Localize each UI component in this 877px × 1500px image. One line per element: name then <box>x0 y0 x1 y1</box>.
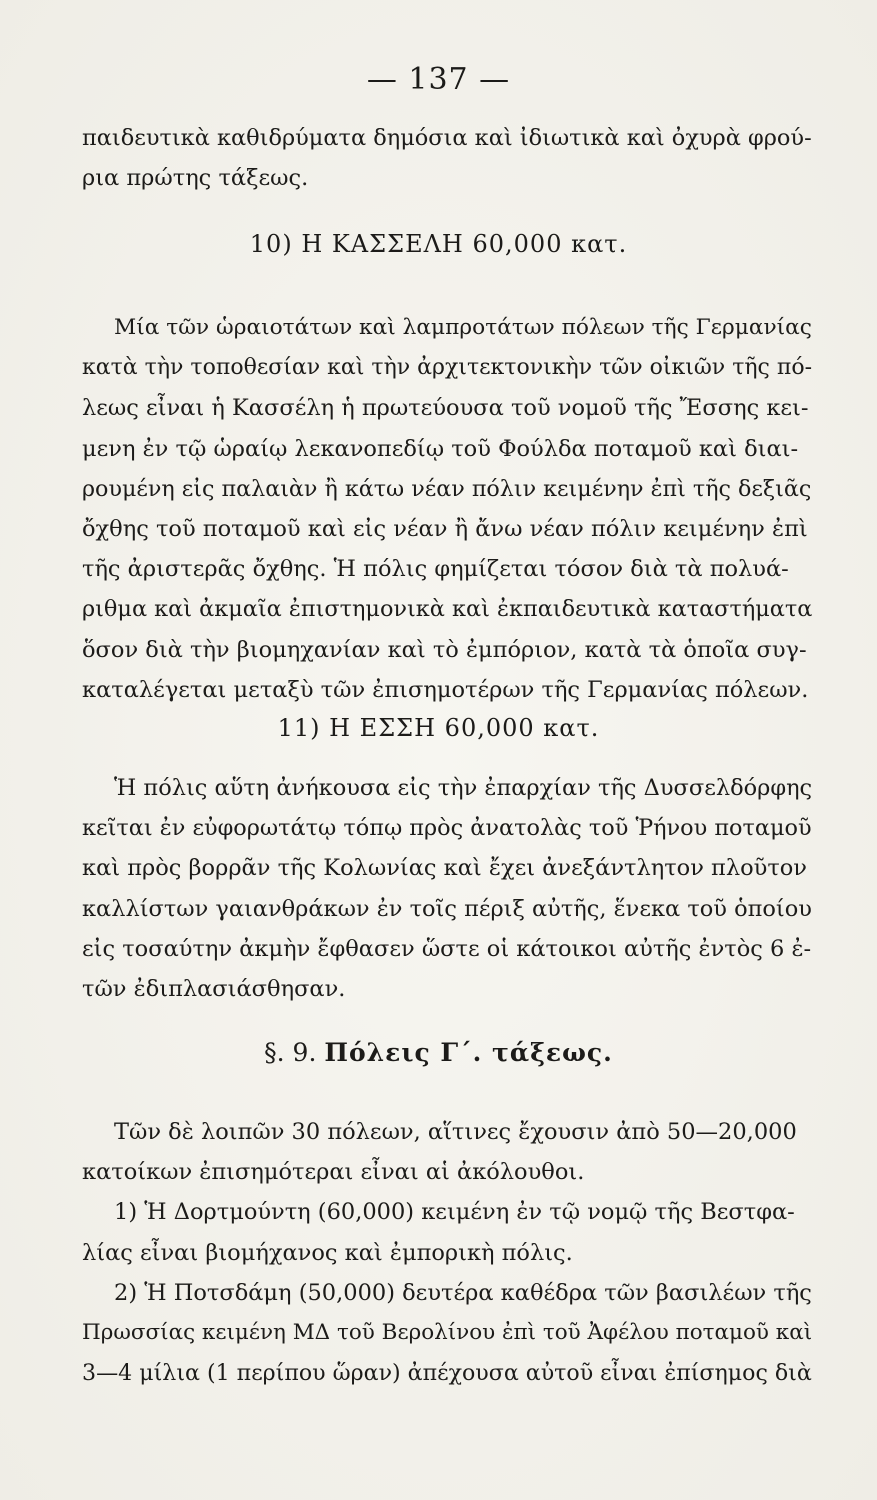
text-line: καλλίστων γαιανθράκων ἐν τοῖς πέριξ αὐτῆς, ἕνεκα τοῦ ὁποίου <box>82 895 812 922</box>
text-line: Μία τῶν ὡραιοτάτων καὶ λαμπροτάτων πόλεων τῆς Γερμανίας <box>114 315 812 340</box>
kassel-paragraph <box>82 308 812 710</box>
text-line: τῶν ἐδιπλασιάσθησαν. <box>82 976 346 1003</box>
text-line: ὄχθης τοῦ ποταμοῦ καὶ εἰς νέαν ἢ ἄνω νέαν πόλιν κειμένην ἐπὶ <box>82 516 808 543</box>
essen-paragraph <box>82 768 812 1009</box>
page-number: — 137 — <box>366 62 511 97</box>
text-line: Πρωσσίας κειμένη ΜΔ τοῦ Βερολίνου ἐπὶ τοῦ Ἀφέλου ποταμοῦ καὶ <box>82 1320 813 1346</box>
text-line: 1) Ἡ Δορτμούντη (60,000) κειμένη ἐν τῷ νομῷ τῆς Βεστφα- <box>114 1199 795 1226</box>
text-line: καταλέγεται μεταξὺ τῶν ἐπισημοτέρων τῆς Γερμανίας πόλεων. <box>82 676 809 703</box>
text-line: παιδευτικὰ καθιδρύματα δημόσια καὶ ἰδιωτικὰ καὶ ὀχυρὰ φρού- <box>82 125 812 151</box>
text-line: εἰς τοσαύτην ἀκμὴν ἔφθασεν ὥστε οἱ κάτοικοι αὐτῆς ἐντὸς 6 ἐ- <box>82 935 812 962</box>
text-line: τῆς ἀριστερᾶς ὄχθης. Ἡ πόλις φημίζεται τόσον διὰ τὰ πολυά- <box>82 556 789 583</box>
text-line: ρια πρώτης τάξεως. <box>82 165 309 192</box>
section-title: Πόλεις Γ΄. τάξεως. <box>324 1038 613 1067</box>
text-line: λεως εἶναι ἡ Κασσέλη ἡ πρωτεύουσα τοῦ νομοῦ τῆς Ἔσσης κει- <box>82 395 809 422</box>
heading-kassel: 10) Η ΚΑΣΣΕΛΗ 60,000 κατ. <box>249 230 628 258</box>
text-line: 3—4 μίλια (1 περίπου ὥραν) ἀπέχουσα αὐτοῦ εἶναι ἐπίσημος διὰ <box>82 1360 812 1387</box>
heading-essen: 11) Η ΕΣΣΗ 60,000 κατ. <box>277 714 600 742</box>
text-line: κατὰ τὴν τοποθεσίαν καὶ τὴν ἀρχιτεκτονικὴν τῶν οἰκιῶν τῆς πό- <box>82 355 813 381</box>
text-line: καὶ πρὸς βορρᾶν τῆς Κολωνίας καὶ ἔχει ἀνεξάντλητον πλοῦτον <box>82 855 807 882</box>
text-line: ριθμα καὶ ἀκμαῖα ἐπιστημονικὰ καὶ ἐκπαιδευτικὰ καταστήματα <box>82 596 813 623</box>
section-heading <box>0 1038 877 1067</box>
text-line: κεῖται ἐν εὐφορωτάτῳ τόπῳ πρὸς ἀνατολὰς τοῦ Ῥήνου ποταμοῦ <box>82 815 812 842</box>
text-line: κατοίκων ἐπισημότεραι εἶναι αἱ ἀκόλουθοι. <box>82 1159 585 1186</box>
text-line: ρουμένη εἰς παλαιὰν ἢ κάτω νέαν πόλιν κειμένην ἐπὶ τῆς δεξιᾶς <box>82 475 812 502</box>
intro-paragraph <box>82 118 812 198</box>
text-line: μενη ἐν τῷ ὡραίῳ λεκανοπεδίῳ τοῦ Φούλδα ποταμοῦ καὶ διαι- <box>82 435 799 462</box>
text-line: 2) Ἡ Ποτσδάμη (50,000) δευτέρα καθέδρα τῶν βασιλέων τῆς <box>114 1279 812 1306</box>
text-line: Ἡ πόλις αὕτη ἀνήκουσα εἰς τὴν ἐπαρχίαν τῆς Δυσσελδόρφης <box>114 775 813 801</box>
text-line: ὅσον διὰ τὴν βιομηχανίαν καὶ τὸ ἐμπόριον, κατὰ τὰ ὁποῖα συγ- <box>82 636 807 663</box>
text-line: Τῶν δὲ λοιπῶν 30 πόλεων, αἵτινες ἔχουσιν ἀπὸ 50—20,000 <box>114 1119 797 1145</box>
towns-paragraph <box>82 1112 812 1393</box>
section-number: §. 9. <box>264 1038 317 1067</box>
text-line: λίας εἶναι βιομήχανος καὶ ἐμπορικὴ πόλις. <box>82 1239 573 1266</box>
